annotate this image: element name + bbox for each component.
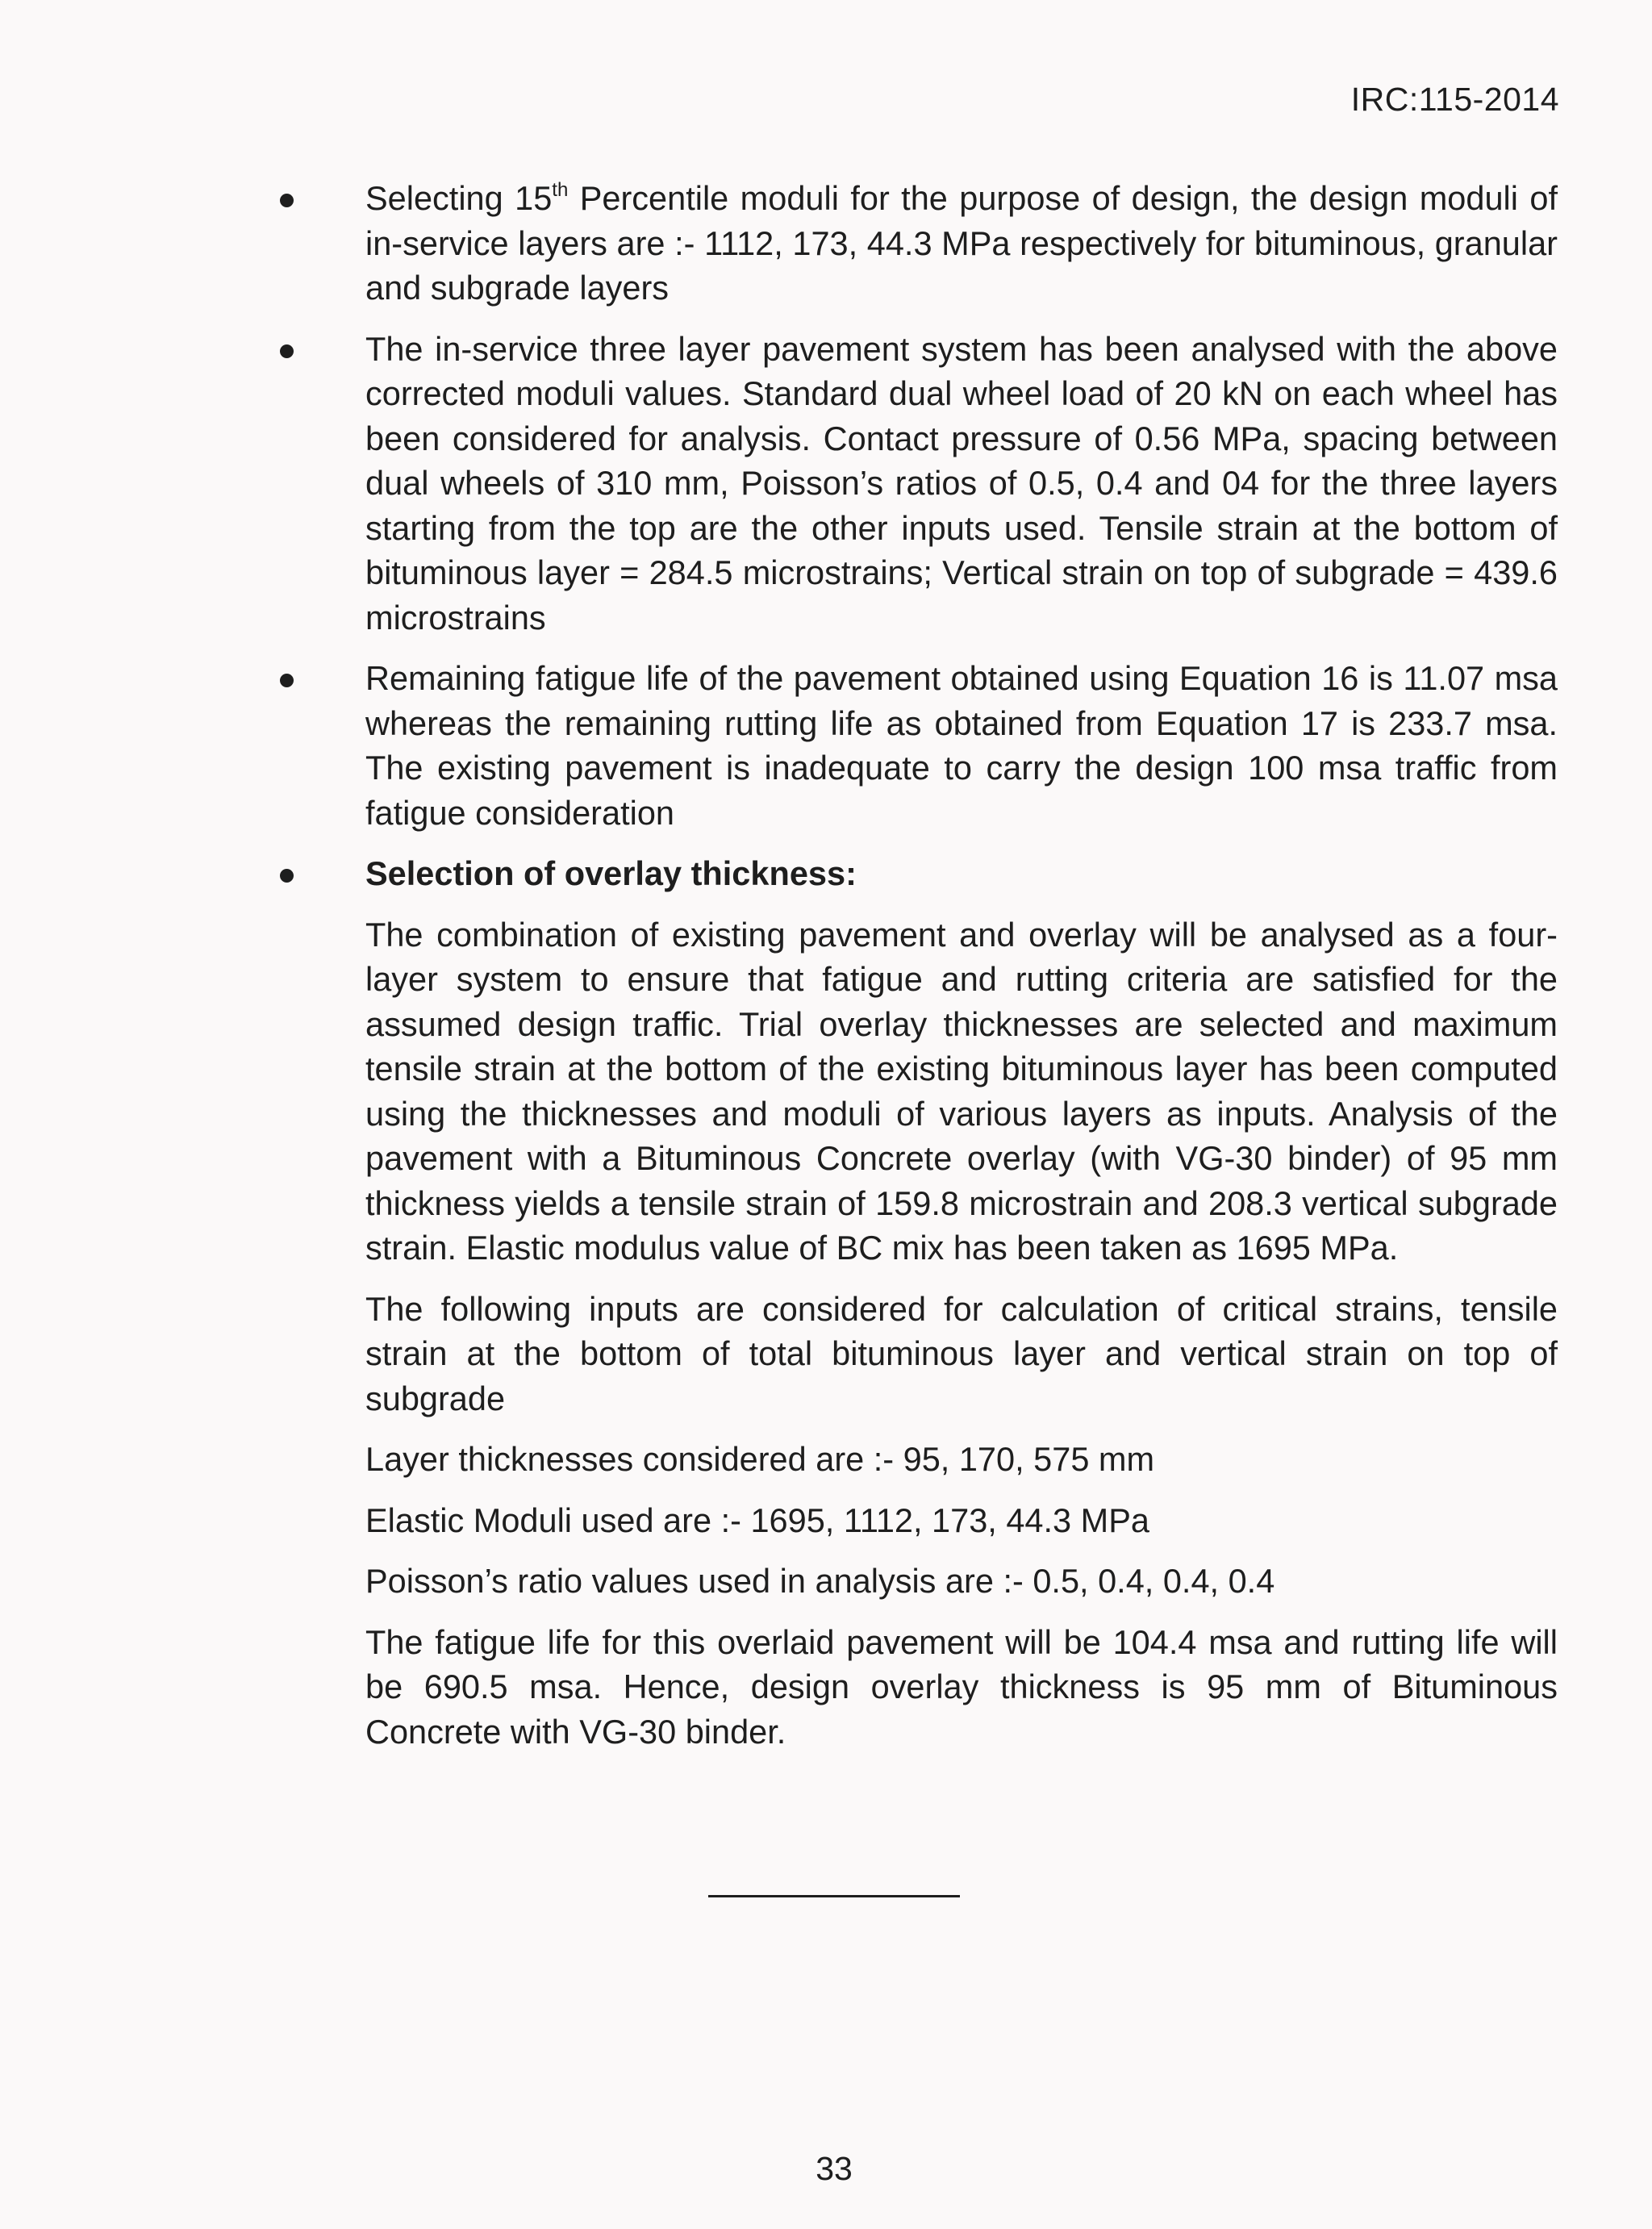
page-body — [365, 176, 1558, 1770]
critical-strain-inputs-paragraph: The following inputs are considered for calculation of critical strains, tensile strain at the bottom of total bituminous layer and vertical strain on top of subgrade — [365, 1289, 1558, 1417]
document-code: IRC:115-2014 — [1350, 81, 1559, 118]
bullet-text: Selecting 15th Percentile moduli for the purpose of design, the design moduli of in-service layers are :- 1112, 173, 44.3 MPa respectively for bituminous, granular and subgrade layers — [365, 179, 1558, 307]
page-number: 33 — [816, 2150, 853, 2187]
bullet-icon — [280, 194, 294, 207]
section-heading: Selection of overlay thickness: — [365, 854, 857, 892]
conclusion-paragraph: The fatigue life for this overlaid pavement will be 104.4 msa and rutting life will be 690.5 msa. Hence, design overlay thickness is 95 mm of Bituminous Concrete with VG-30 binder. — [365, 1622, 1558, 1751]
elastic-moduli-line: Elastic Moduli used are :- 1695, 1112, 173, 44.3 MPa — [365, 1501, 1149, 1539]
poisson-ratio-line: Poisson’s ratio values used in analysis are :- 0.5, 0.4, 0.4, 0.4 — [365, 1562, 1275, 1600]
bullet-item-three-layer-analysis — [365, 327, 1558, 641]
layer-thickness-line: Layer thicknesses considered are :- 95, 170, 575 mm — [365, 1440, 1155, 1478]
bullet-item-design-moduli — [365, 176, 1558, 311]
bullet-icon — [280, 869, 294, 883]
end-of-section-rule — [708, 1895, 960, 1897]
bullet-item-remaining-life — [365, 656, 1558, 835]
bullet-item-overlay-selection — [365, 851, 1558, 896]
bullet-icon — [280, 344, 294, 358]
overlay-analysis-paragraph: The combination of existing pavement and overlay will be analysed as a four-layer system to ensure that fatigue and rutting criteria are satisfied for the assumed design traffic. Trial overlay thicknesses are selected and maximum tensile strain at the bottom of the existing bituminous layer has been computed using the thicknesses and moduli of various layers as inputs. Analysis of the pavement with a Bituminous Concrete overlay (with VG-30 binder) of 95 mm thickness yields a tensile strain of 159.8 microstrain and 208.3 vertical subgrade strain. Elastic modulus value of BC mix has been taken as 1695 MPa. — [365, 915, 1558, 1267]
bullet-text: Remaining fatigue life of the pavement obtained using Equation 16 is 11.07 msa whereas the remaining rutting life as obtained from Equation 17 is 233.7 msa. The existing pavement is inadequate to carry the design 100 msa traffic from fatigue consideration — [365, 659, 1558, 832]
bullet-icon — [280, 674, 294, 687]
bullet-text: The in-service three layer pavement system has been analysed with the above corrected moduli values. Standard dual wheel load of 20 kN on each wheel has been considered for analysis. Contact pressure of 0.56 MPa, spacing between dual wheels of 310 mm, Poisson’s ratios of 0.5, 0.4 and 04 for the three layers starting from the top are the other inputs used. Tensile strain at the bottom of bituminous layer = 284.5 microstrains; Vertical strain on top of subgrade = 439.6 microstrains — [365, 329, 1558, 637]
